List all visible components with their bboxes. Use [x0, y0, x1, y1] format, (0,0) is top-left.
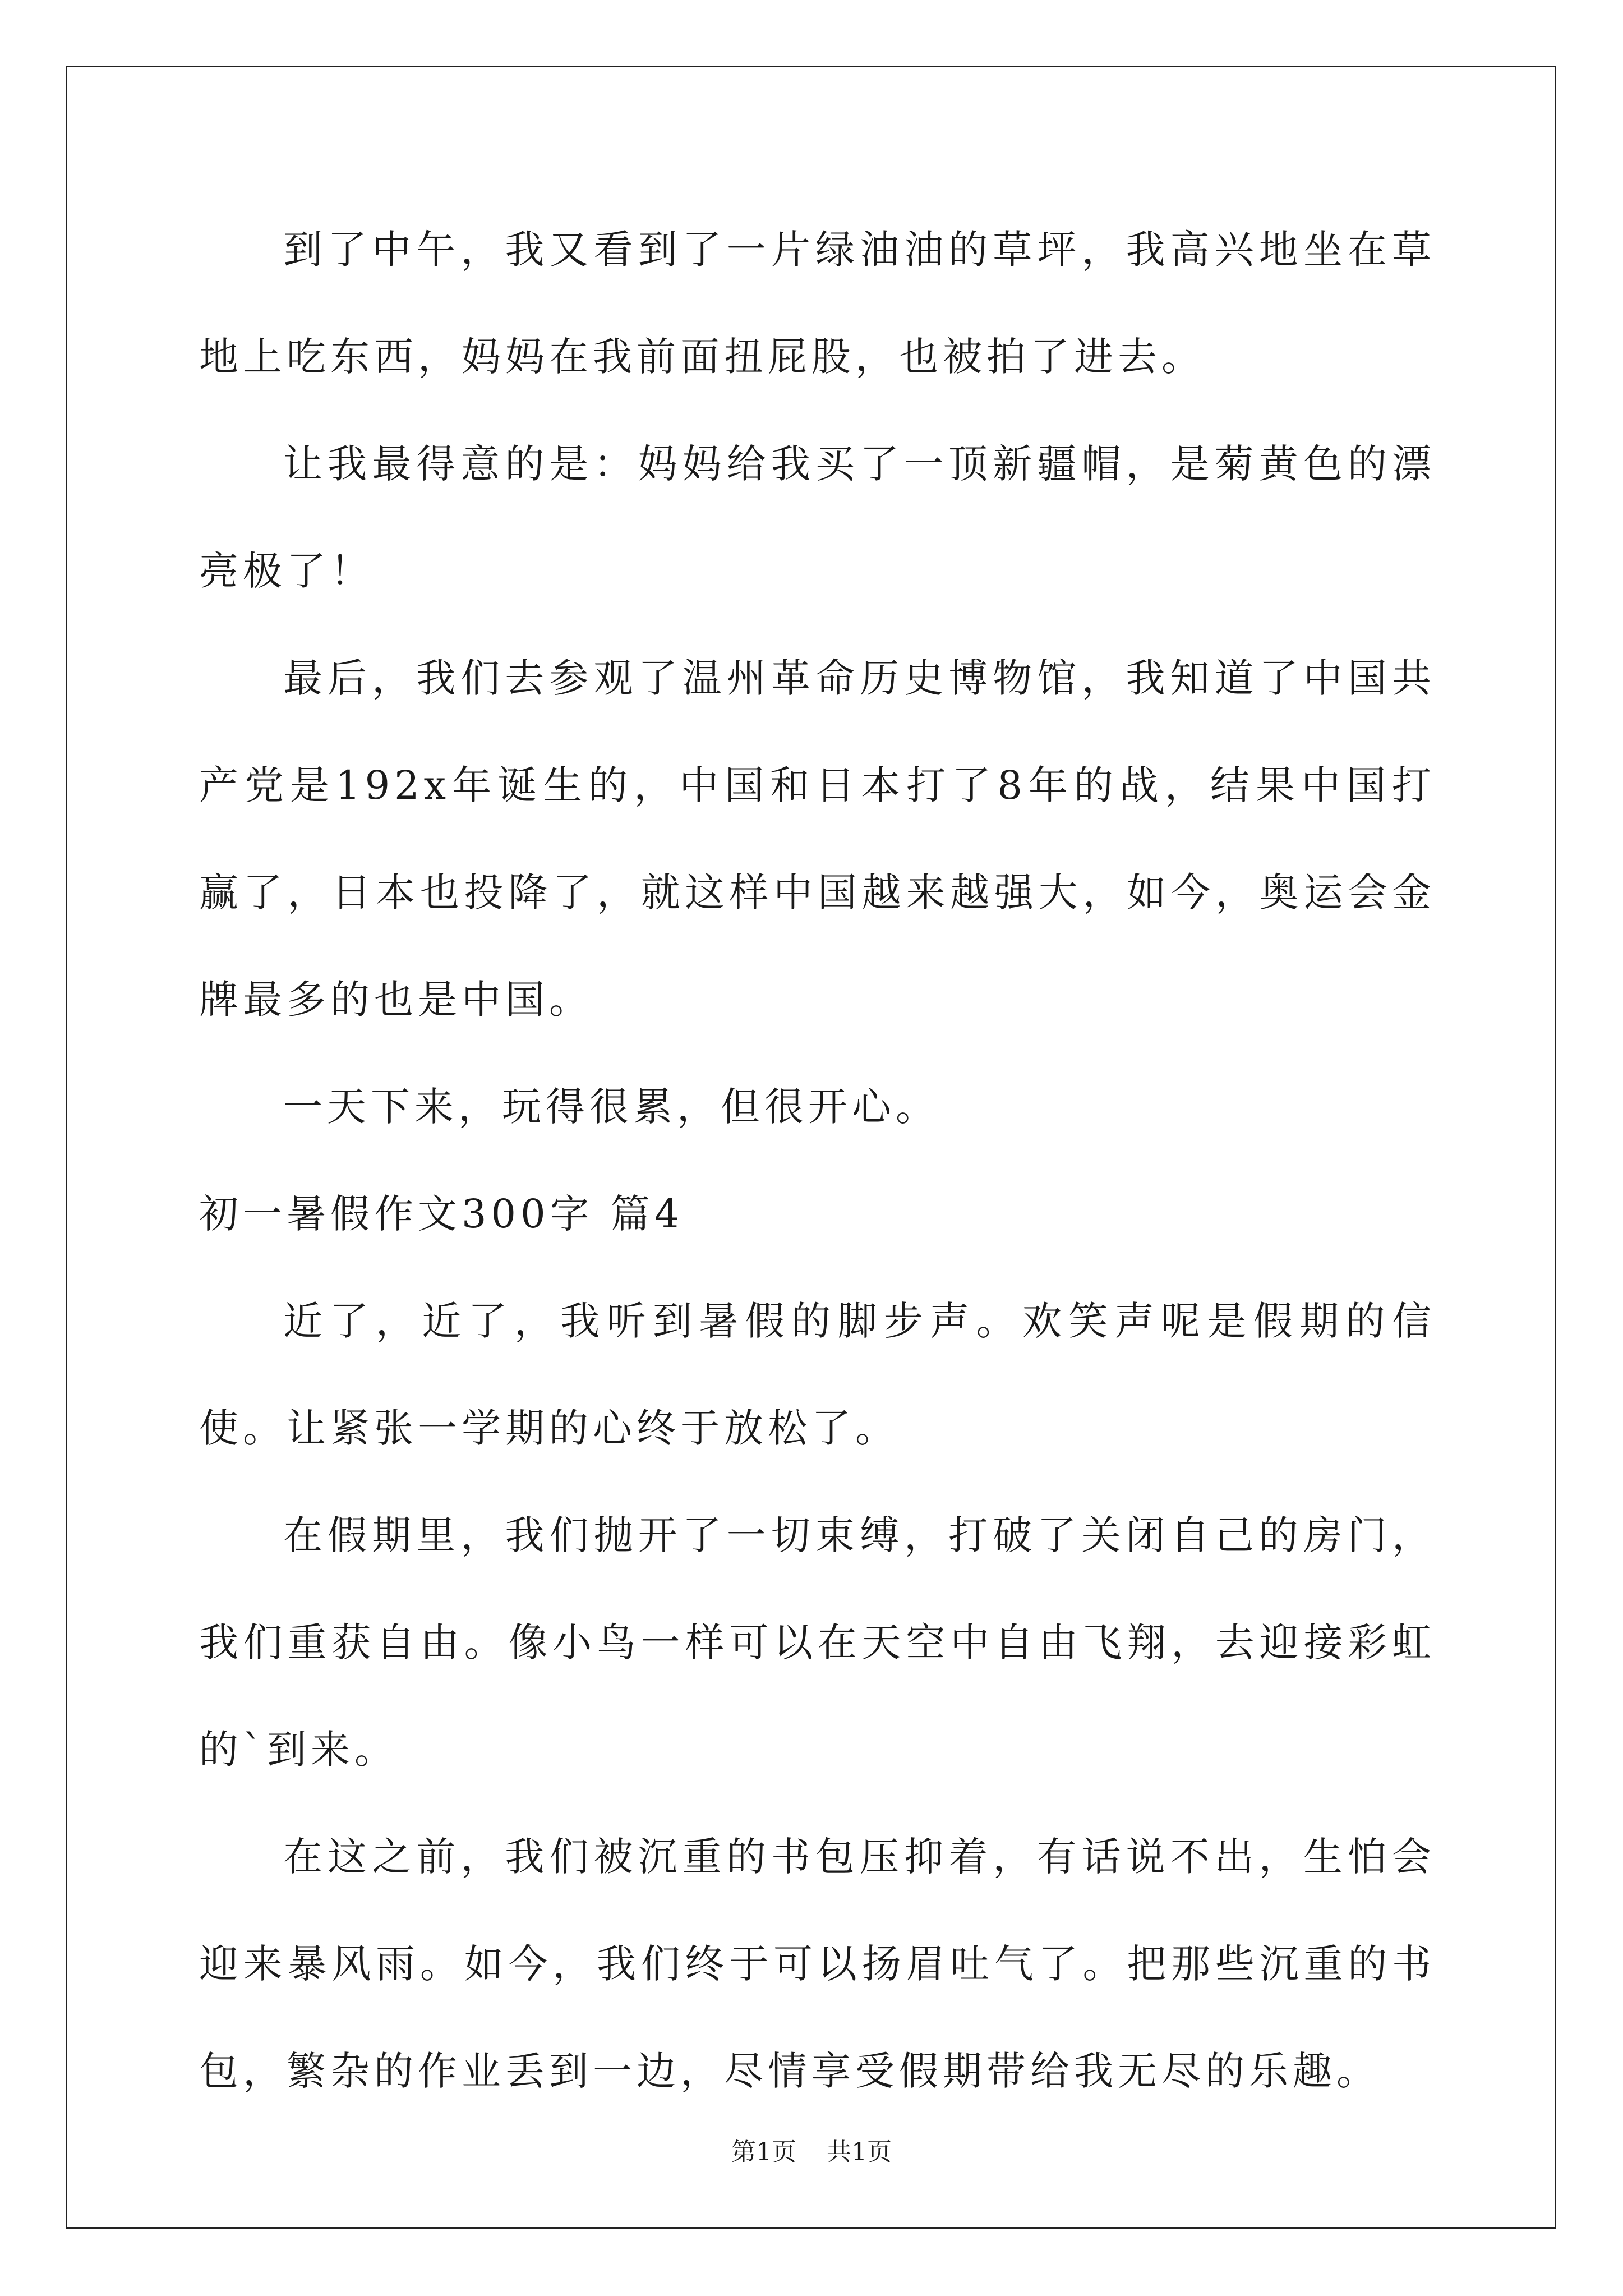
- page-total: 共1页: [827, 2138, 892, 2166]
- section-heading: 初一暑假作文300字 篇4: [199, 1191, 684, 1237]
- paragraph: 近了，近了，我听到暑假的脚步声。欢笑声呢是假期的信使。让紧张一学期的心终于放松了。: [199, 1298, 1436, 1451]
- paragraph: 在这之前，我们被沉重的书包压抑着，有话说不出，生怕会迎来暴风雨。如今，我们终于可以扬眉吐气了。把那些沉重的书包，繁杂的作业丢到一边，尽情享受假期带给我无尽的乐趣。: [199, 1834, 1436, 2094]
- paragraph: 让我最得意的是：妈妈给我买了一顶新疆帽，是菊黄色的漂亮极了！: [199, 441, 1436, 594]
- document-body: [199, 196, 1436, 2125]
- paragraph: 在假期里，我们抛开了一切束缚，打破了关闭自己的房门，我们重获自由。像小鸟一样可以在天空中自由飞翔，去迎接彩虹的`到来。: [199, 1512, 1436, 1773]
- paragraph: 到了中午，我又看到了一片绿油油的草坪，我高兴地坐在草地上吃东西，妈妈在我前面扭屁股，也被拍了进去。: [199, 227, 1436, 380]
- paragraph: 最后，我们去参观了温州革命历史博物馆，我知道了中国共产党是192x年诞生的，中国和日本打了8年的战，结果中国打赢了，日本也投降了，就这样中国越来越强大，如今，奥运会金牌最多的也是中国。: [199, 655, 1436, 1023]
- paragraph: 一天下来，玩得很累，但很开心。: [283, 1084, 939, 1130]
- page-number: 第1页: [731, 2138, 796, 2166]
- page-footer: [0, 2132, 1623, 2168]
